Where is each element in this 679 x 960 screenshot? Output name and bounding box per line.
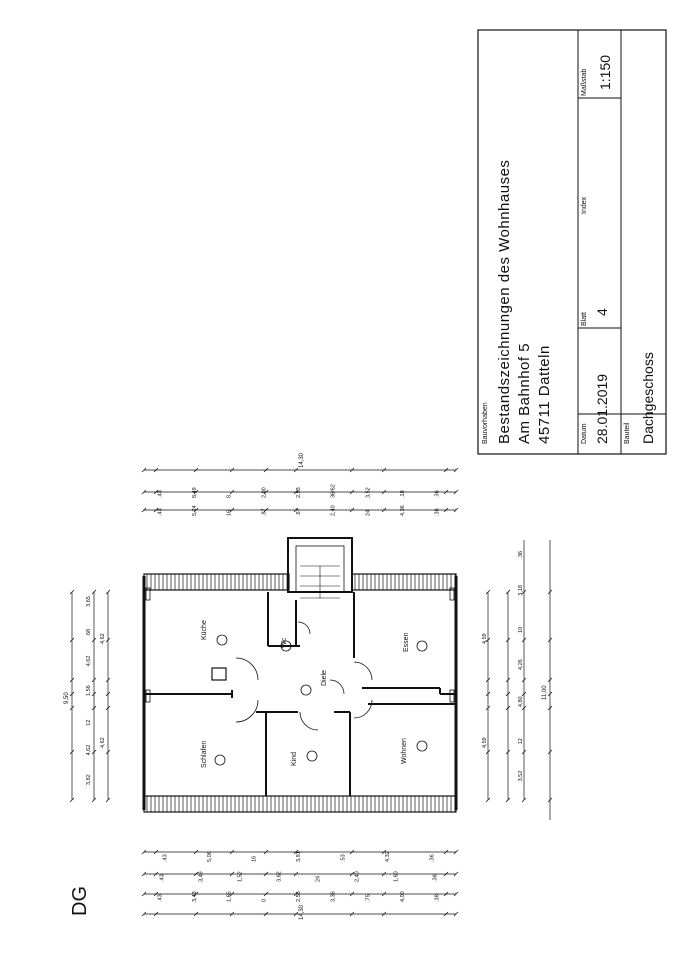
bauvorhaben-label: Bauvorhaben xyxy=(482,402,489,444)
dimension-value: 4,62 xyxy=(86,744,92,756)
chimney xyxy=(212,668,226,680)
dimension-value: 4,36 xyxy=(400,505,406,516)
dimension-value: 1,52 xyxy=(237,871,244,882)
dimension-value: 4,26 xyxy=(518,659,524,670)
room-label-kind: Kind xyxy=(291,751,298,766)
dimension-value: .68 xyxy=(86,628,92,637)
dimension-value: 3,18 xyxy=(518,584,524,596)
dimension-value: 1,60 xyxy=(393,871,400,882)
dimension-value: .87 xyxy=(261,508,268,516)
dimension-value: .75 xyxy=(365,894,372,902)
dimension-value: 2,53 xyxy=(296,487,302,498)
dimension-value: 2,40 xyxy=(330,505,337,516)
dimension-value: .36 xyxy=(429,854,436,862)
dimension-value: .18 xyxy=(400,490,406,498)
dimension-value: 10 xyxy=(518,626,524,633)
dimension-value: 4,59 xyxy=(482,737,488,748)
dimension-value: .43 xyxy=(162,854,169,862)
dimension-value: 4,32 xyxy=(385,851,392,862)
room-label-wohnen: Wohnen xyxy=(401,738,408,764)
dimension-value: 3,43 xyxy=(192,891,198,902)
massstab-value: 1:150 xyxy=(597,54,613,90)
dimension-value: 3,52 xyxy=(365,487,372,498)
sheet-label: DG xyxy=(69,886,91,916)
dimension-value: 5,06 xyxy=(206,851,213,862)
dimension-value: 1,65 xyxy=(226,891,233,902)
dormer-stairwell xyxy=(288,538,352,598)
dimension-value: 0 xyxy=(261,898,268,902)
dimension-value: 16 xyxy=(226,509,233,516)
dimension-value: 3,52 xyxy=(518,770,524,782)
dimension-value: 4,00 xyxy=(400,891,406,902)
dimension-value: 16 xyxy=(251,855,258,862)
dimension-value: 3,65 xyxy=(86,596,92,607)
project-title-line2: Am Bahnhof 5 xyxy=(516,342,533,444)
dimension-value: 2,40 xyxy=(354,871,361,882)
dimension-value: .43 xyxy=(157,894,164,902)
dimension-value: .38 xyxy=(434,894,441,902)
dimension-value: 4,59 xyxy=(482,633,488,644)
roof-hatch-bottom xyxy=(147,796,455,812)
dimension-value: 4,80 xyxy=(518,696,524,708)
dimension-value: 2,00 xyxy=(261,487,268,498)
dimension-value: .67 xyxy=(296,508,302,516)
dim-bottom-total: 14,30 xyxy=(299,904,305,920)
interior-walls xyxy=(144,592,456,796)
room-label-essen: Essen xyxy=(403,632,410,652)
dim-top-total: 14,30 xyxy=(299,452,305,468)
blatt-label: Blatt xyxy=(581,311,588,326)
room-label-diele: Diele xyxy=(321,670,328,686)
room-tags xyxy=(215,635,427,765)
project-title-line1: Bestandszeichnungen des Wohnhauses xyxy=(496,159,513,444)
dimension-value: 5,24 xyxy=(192,505,198,516)
room-label-schlafen: Schlafen xyxy=(201,740,208,768)
project-title-line3: 45711 Datteln xyxy=(536,345,553,444)
dimension-value: 3,36 xyxy=(330,891,337,902)
blatt-value: 4 xyxy=(594,308,610,316)
dimension-value: 1,56 xyxy=(86,685,92,696)
dimension-value: 3,62 xyxy=(276,871,283,882)
dimension-value: 12 xyxy=(518,738,524,745)
dimension-value: 3,49 xyxy=(198,871,205,882)
door-swings xyxy=(146,588,454,730)
dimension-texts xyxy=(64,452,548,920)
datum-value: 28.01.2019 xyxy=(594,373,610,444)
dimension-value: 24 xyxy=(315,875,322,882)
dimension-value: .36 xyxy=(518,550,524,559)
dimension-value: .36 xyxy=(434,490,441,498)
dimension-value: 12 xyxy=(86,719,92,726)
dimension-value: 4,62 xyxy=(86,655,92,667)
dimension-value: .43 xyxy=(157,508,164,516)
room-label-wc: Wc xyxy=(281,637,288,648)
dimension-value: 2,55 xyxy=(296,891,302,902)
dimension-value: .53 xyxy=(340,854,347,862)
roof-hatch-top xyxy=(147,574,455,590)
datum-label: Datum xyxy=(581,423,588,444)
bauteil-label: Bauteil xyxy=(624,422,631,444)
dimension-value: 8 xyxy=(226,494,233,498)
index-label: Index xyxy=(581,196,588,214)
dim-left-total: 9,50 xyxy=(64,692,70,704)
dimension-value: 36/62 xyxy=(330,484,337,498)
dimension-value: 24 xyxy=(365,509,372,516)
dimension-value: .43 xyxy=(157,490,164,498)
dimension-value: 3,91 xyxy=(296,851,302,862)
dimension-value: .43 xyxy=(159,874,166,882)
dimension-value: 8,49 xyxy=(192,487,198,498)
dimension-value: .36 xyxy=(432,874,439,882)
room-label-kueche: Küche xyxy=(201,620,208,640)
dimension-value: 4,62 xyxy=(100,633,106,644)
massstab-label: Maßstab xyxy=(581,68,588,96)
dimension-value: .36 xyxy=(434,508,441,516)
bauteil-value: Dachgeschoss xyxy=(640,352,656,444)
dim-right-total: 11,00 xyxy=(542,685,548,700)
dimension-value: 3,82 xyxy=(86,774,92,786)
dimension-value: 4,62 xyxy=(100,737,106,748)
